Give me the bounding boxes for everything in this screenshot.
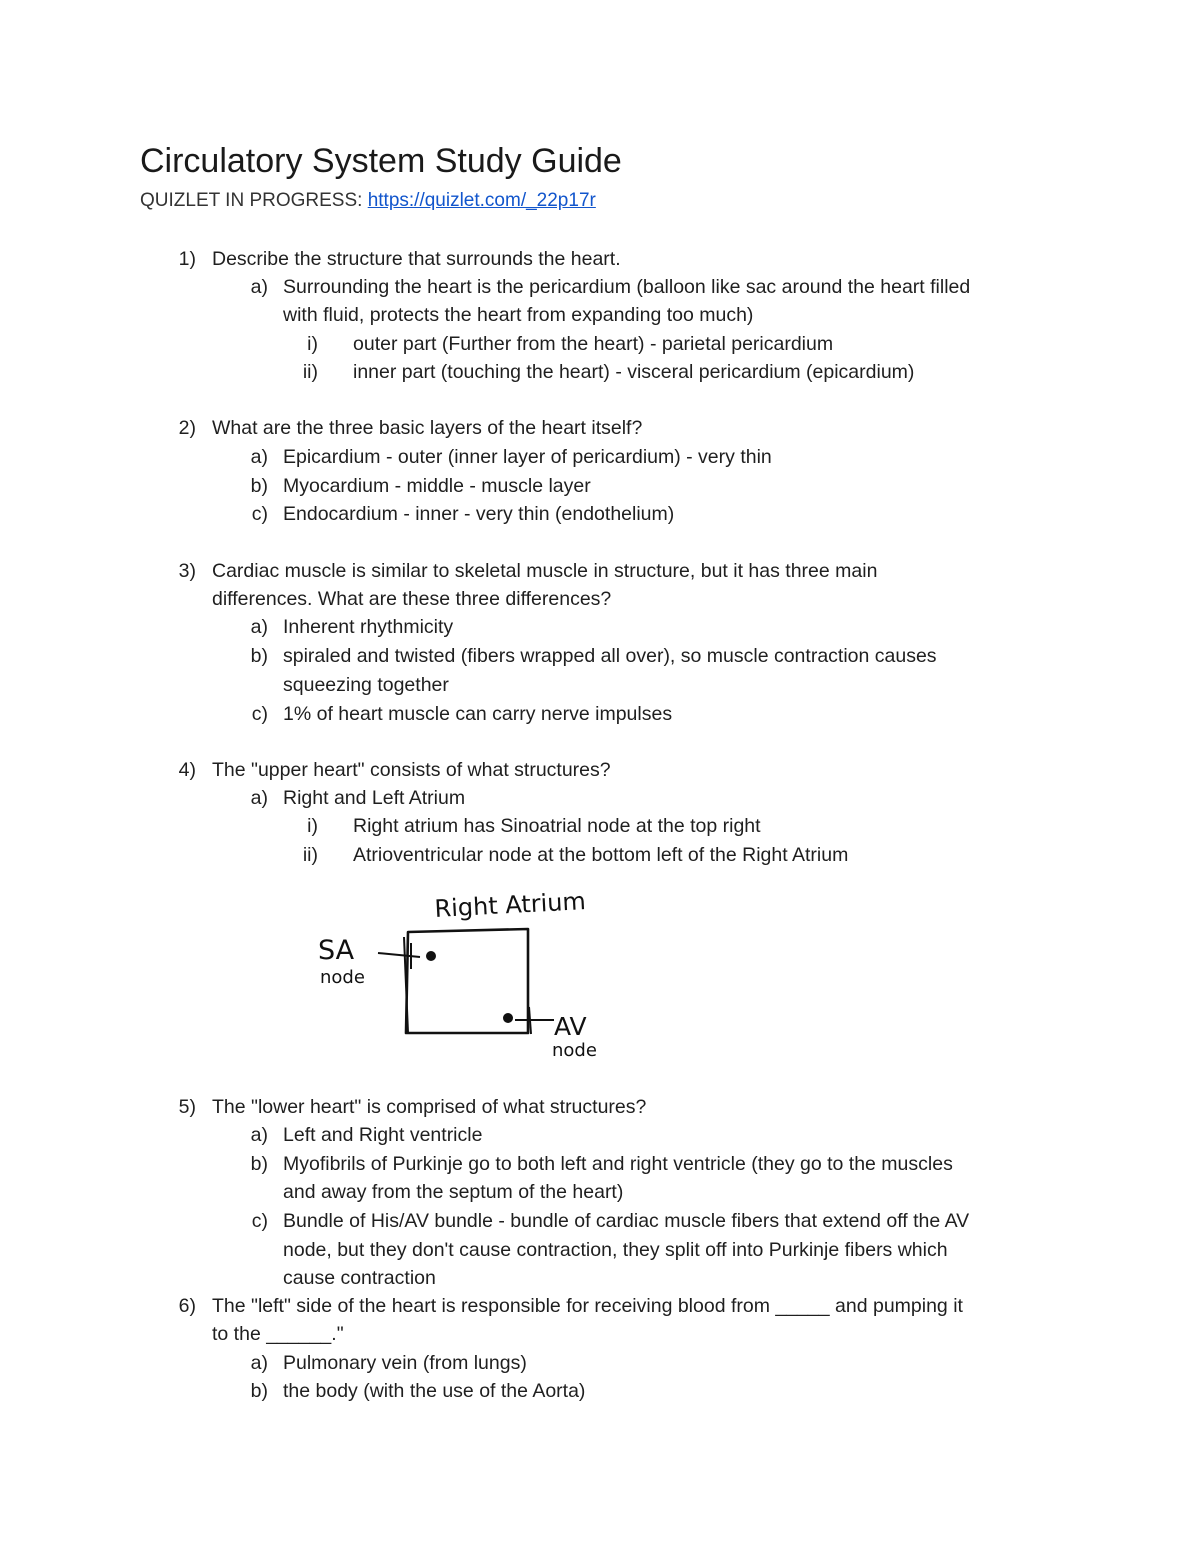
quizlet-line [140,188,596,214]
q5-a-marker: a) [250,1124,268,1146]
q4-ii-marker: ii) [302,844,318,866]
q4-i-text: Right atrium has Sinoatrial node at the top right [353,815,761,837]
q4-ii-text: Atrioventricular node at the bottom left of the Right Atrium [353,844,849,866]
q2-number: 2) [178,417,196,439]
q2-text: What are the three basic layers of the heart itself? [212,417,643,439]
quizlet-link[interactable]: https://quizlet.com/_22p17r [367,190,596,211]
q5-c-marker: c) [251,1210,268,1232]
q2-c-text: Endocardium - inner - very thin (endothelium) [283,503,675,525]
q4-text: The "upper heart" consists of what structures? [212,759,611,781]
sketch-title: Right Atrium [433,887,587,923]
sa-node-label: node [320,967,365,988]
q5-b-line1: Myofibrils of Purkinje go to both left and right ventricle (they go to the muscles [283,1153,953,1175]
q3-number: 3) [178,560,196,582]
q1-a-line1: Surrounding the heart is the pericardium (balloon like sac around the heart filled [283,276,971,298]
q4-a-text: Right and Left Atrium [283,787,466,809]
q4-i-marker: i) [307,815,318,837]
quizlet-label: QUIZLET IN PROGRESS: [140,190,368,211]
q1-number: 1) [178,248,196,270]
q6-number: 6) [178,1295,196,1317]
q1-text: Describe the structure that surrounds the heart. [212,248,621,270]
q2-a-text: Epicardium - outer (inner layer of pericardium) - very thin [283,446,772,468]
q5-c-line1: Bundle of His/AV bundle - bundle of cardiac muscle fibers that extend off the AV [283,1210,970,1232]
q1-i-marker: i) [307,333,318,355]
q1-ii-text: inner part (touching the heart) - visceral pericardium (epicardium) [353,361,915,383]
q6-b-text: the body (with the use of the Aorta) [283,1380,586,1402]
q2-c-marker: c) [251,503,268,525]
page-title: Circulatory System Study Guide [140,142,622,180]
q3-a-marker: a) [250,616,268,638]
sa-label: SA [318,935,355,966]
q2-b-text: Myocardium - middle - muscle layer [283,475,591,497]
q5-c-line3: cause contraction [283,1267,436,1289]
av-node-dot [503,1013,513,1023]
q6-a-marker: a) [250,1352,268,1374]
q2-a-marker: a) [250,446,268,468]
q2-b-marker: b) [250,475,268,497]
q3-b-line1: spiraled and twisted (fibers wrapped all over), so muscle contraction causes [283,645,937,667]
q1-a-line2: with fluid, protects the heart from expanding too much) [283,304,754,326]
q3-line1: Cardiac muscle is similar to skeletal muscle in structure, but it has three main [212,560,878,582]
q5-b-marker: b) [250,1153,268,1175]
q6-line1: The "left" side of the heart is responsible for receiving blood from _____ and pumping it [212,1295,963,1317]
sa-node-dot [426,951,436,961]
q4-a-marker: a) [250,787,268,809]
q5-text: The "lower heart" is comprised of what structures? [212,1096,647,1118]
q1-i-text: outer part (Further from the heart) - parietal pericardium [353,333,834,355]
q5-b-line2: and away from the septum of the heart) [283,1181,624,1203]
av-label: AV [554,1012,587,1041]
right-atrium-sketch [310,885,640,1065]
q5-c-line2: node, but they don't cause contraction, they split off into Purkinje fibers which [283,1239,948,1261]
q6-line2: to the ______." [212,1323,344,1345]
q3-c-marker: c) [251,703,268,725]
q1-a-marker: a) [250,276,268,298]
q3-b-marker: b) [250,645,268,667]
q5-a-text: Left and Right ventricle [283,1124,483,1146]
q3-line2: differences. What are these three differences? [212,588,612,610]
q5-number: 5) [178,1096,196,1118]
q4-number: 4) [178,759,196,781]
q3-c-text: 1% of heart muscle can carry nerve impulses [283,703,673,725]
q6-a-text: Pulmonary vein (from lungs) [283,1352,527,1374]
av-node-label: node [552,1040,597,1061]
sa-pointer-line [378,953,420,957]
q3-a-text: Inherent rhythmicity [283,616,454,638]
q3-b-line2: squeezing together [283,674,449,696]
q6-b-marker: b) [250,1380,268,1402]
q1-ii-marker: ii) [302,361,318,383]
